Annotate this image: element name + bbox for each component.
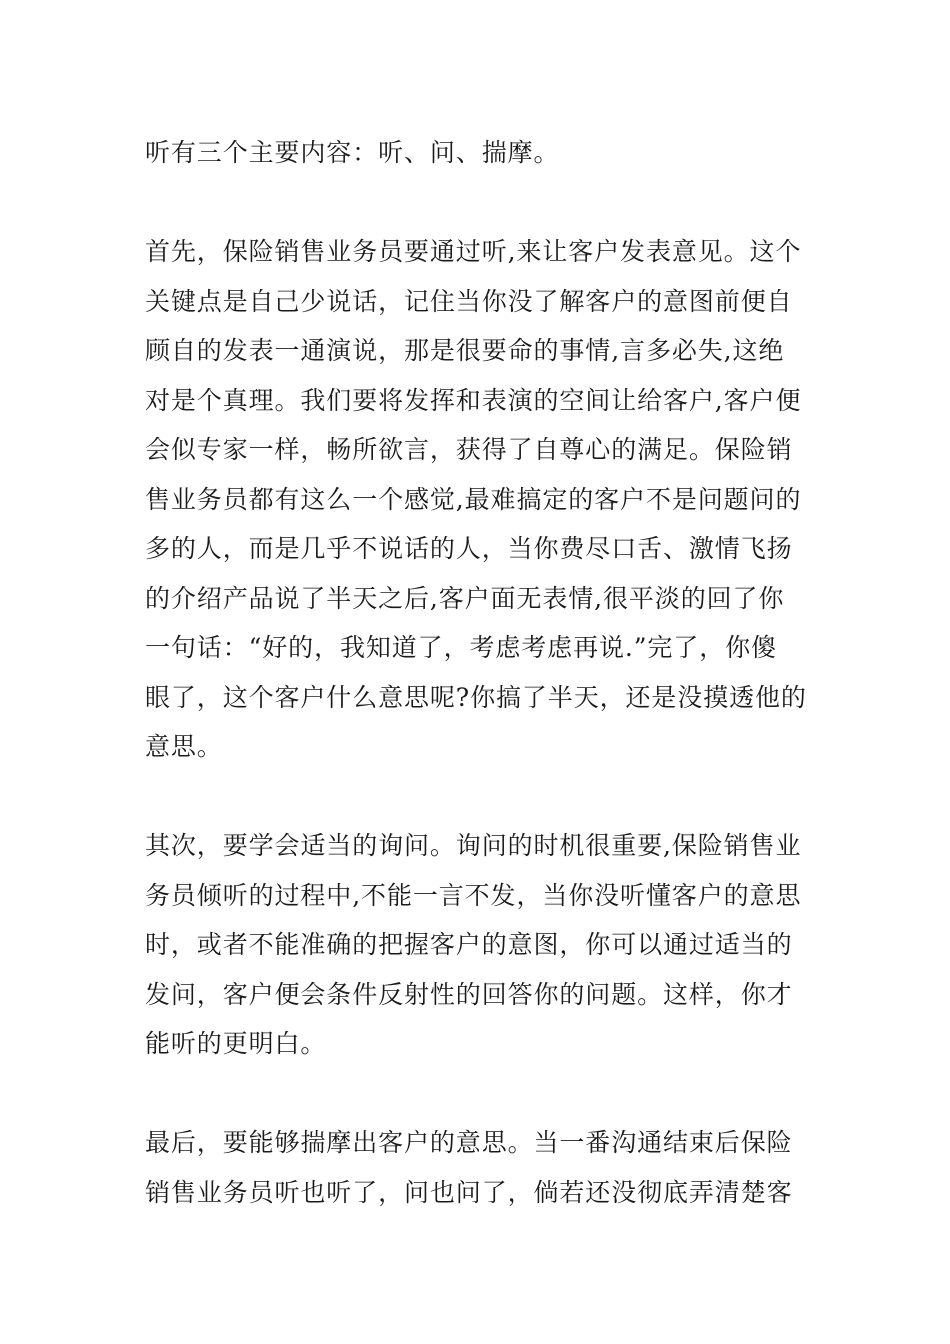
text-line: 销售业务员听也听了，问也问了，倘若还没彻底弄清楚客 — [145, 1177, 793, 1207]
paragraph-last-infer — [145, 1118, 815, 1217]
text-line: 一句话：“好的，我知道了，考虑考虑再说.”完了，你傻 — [145, 633, 777, 662]
text-line: 的介绍产品说了半天之后,客户面无表情,很平淡的回了你 — [145, 583, 785, 613]
document-body — [145, 128, 815, 1217]
text-line: 务员倾听的过程中,不能一言不发，当你没听懂客户的意思 — [145, 880, 802, 910]
text-line: 眼了，这个客户什么意思呢?你搞了半天，还是没摸透他的 — [145, 682, 807, 712]
text-line: 关键点是自己少说话，记住当你没了解客户的意图前便自 — [145, 286, 793, 316]
text-line: 售业务员都有这么一个感觉,最难搞定的客户不是问题问的 — [145, 484, 802, 514]
text-line: 首先，保险销售业务员要通过听,来让客户发表意见。这个 — [145, 237, 802, 266]
text-line: 其次，要学会适当的询问。询问的时机很重要,保险销售业 — [145, 831, 802, 860]
paragraph-gap — [145, 178, 815, 228]
text-line: 会似专家一样，畅所欲言，获得了自尊心的满足。保险销 — [145, 435, 793, 464]
text-line: 能听的更明白。 — [145, 1029, 327, 1058]
text-line: 多的人，而是几乎不说话的人，当你费尽口舌、激情飞扬 — [145, 534, 793, 563]
text-line: 最后，要能够揣摩出客户的意思。当一番沟通结束后保险 — [145, 1128, 793, 1157]
paragraph-first-listen — [145, 227, 815, 772]
paragraph-gap — [145, 1069, 815, 1119]
paragraph-gap — [145, 772, 815, 822]
paragraph-intro — [145, 128, 815, 178]
text-line: 顾自的发表一通演说，那是很要命的事情,言多必失,这绝 — [145, 336, 785, 365]
text-line: 时，或者不能准确的把握客户的意图，你可以通过适当的 — [145, 930, 793, 959]
text-line: 对是个真理。我们要将发挥和表演的空间让给客户,客户便 — [145, 385, 802, 415]
text-line: 发问，客户便会条件反射性的回答你的问题。这样，你才 — [145, 979, 793, 1009]
paragraph-second-ask — [145, 821, 815, 1069]
text-line: 意思。 — [145, 732, 223, 761]
text-line: 听有三个主要内容：听、问、揣摩。 — [145, 138, 560, 167]
